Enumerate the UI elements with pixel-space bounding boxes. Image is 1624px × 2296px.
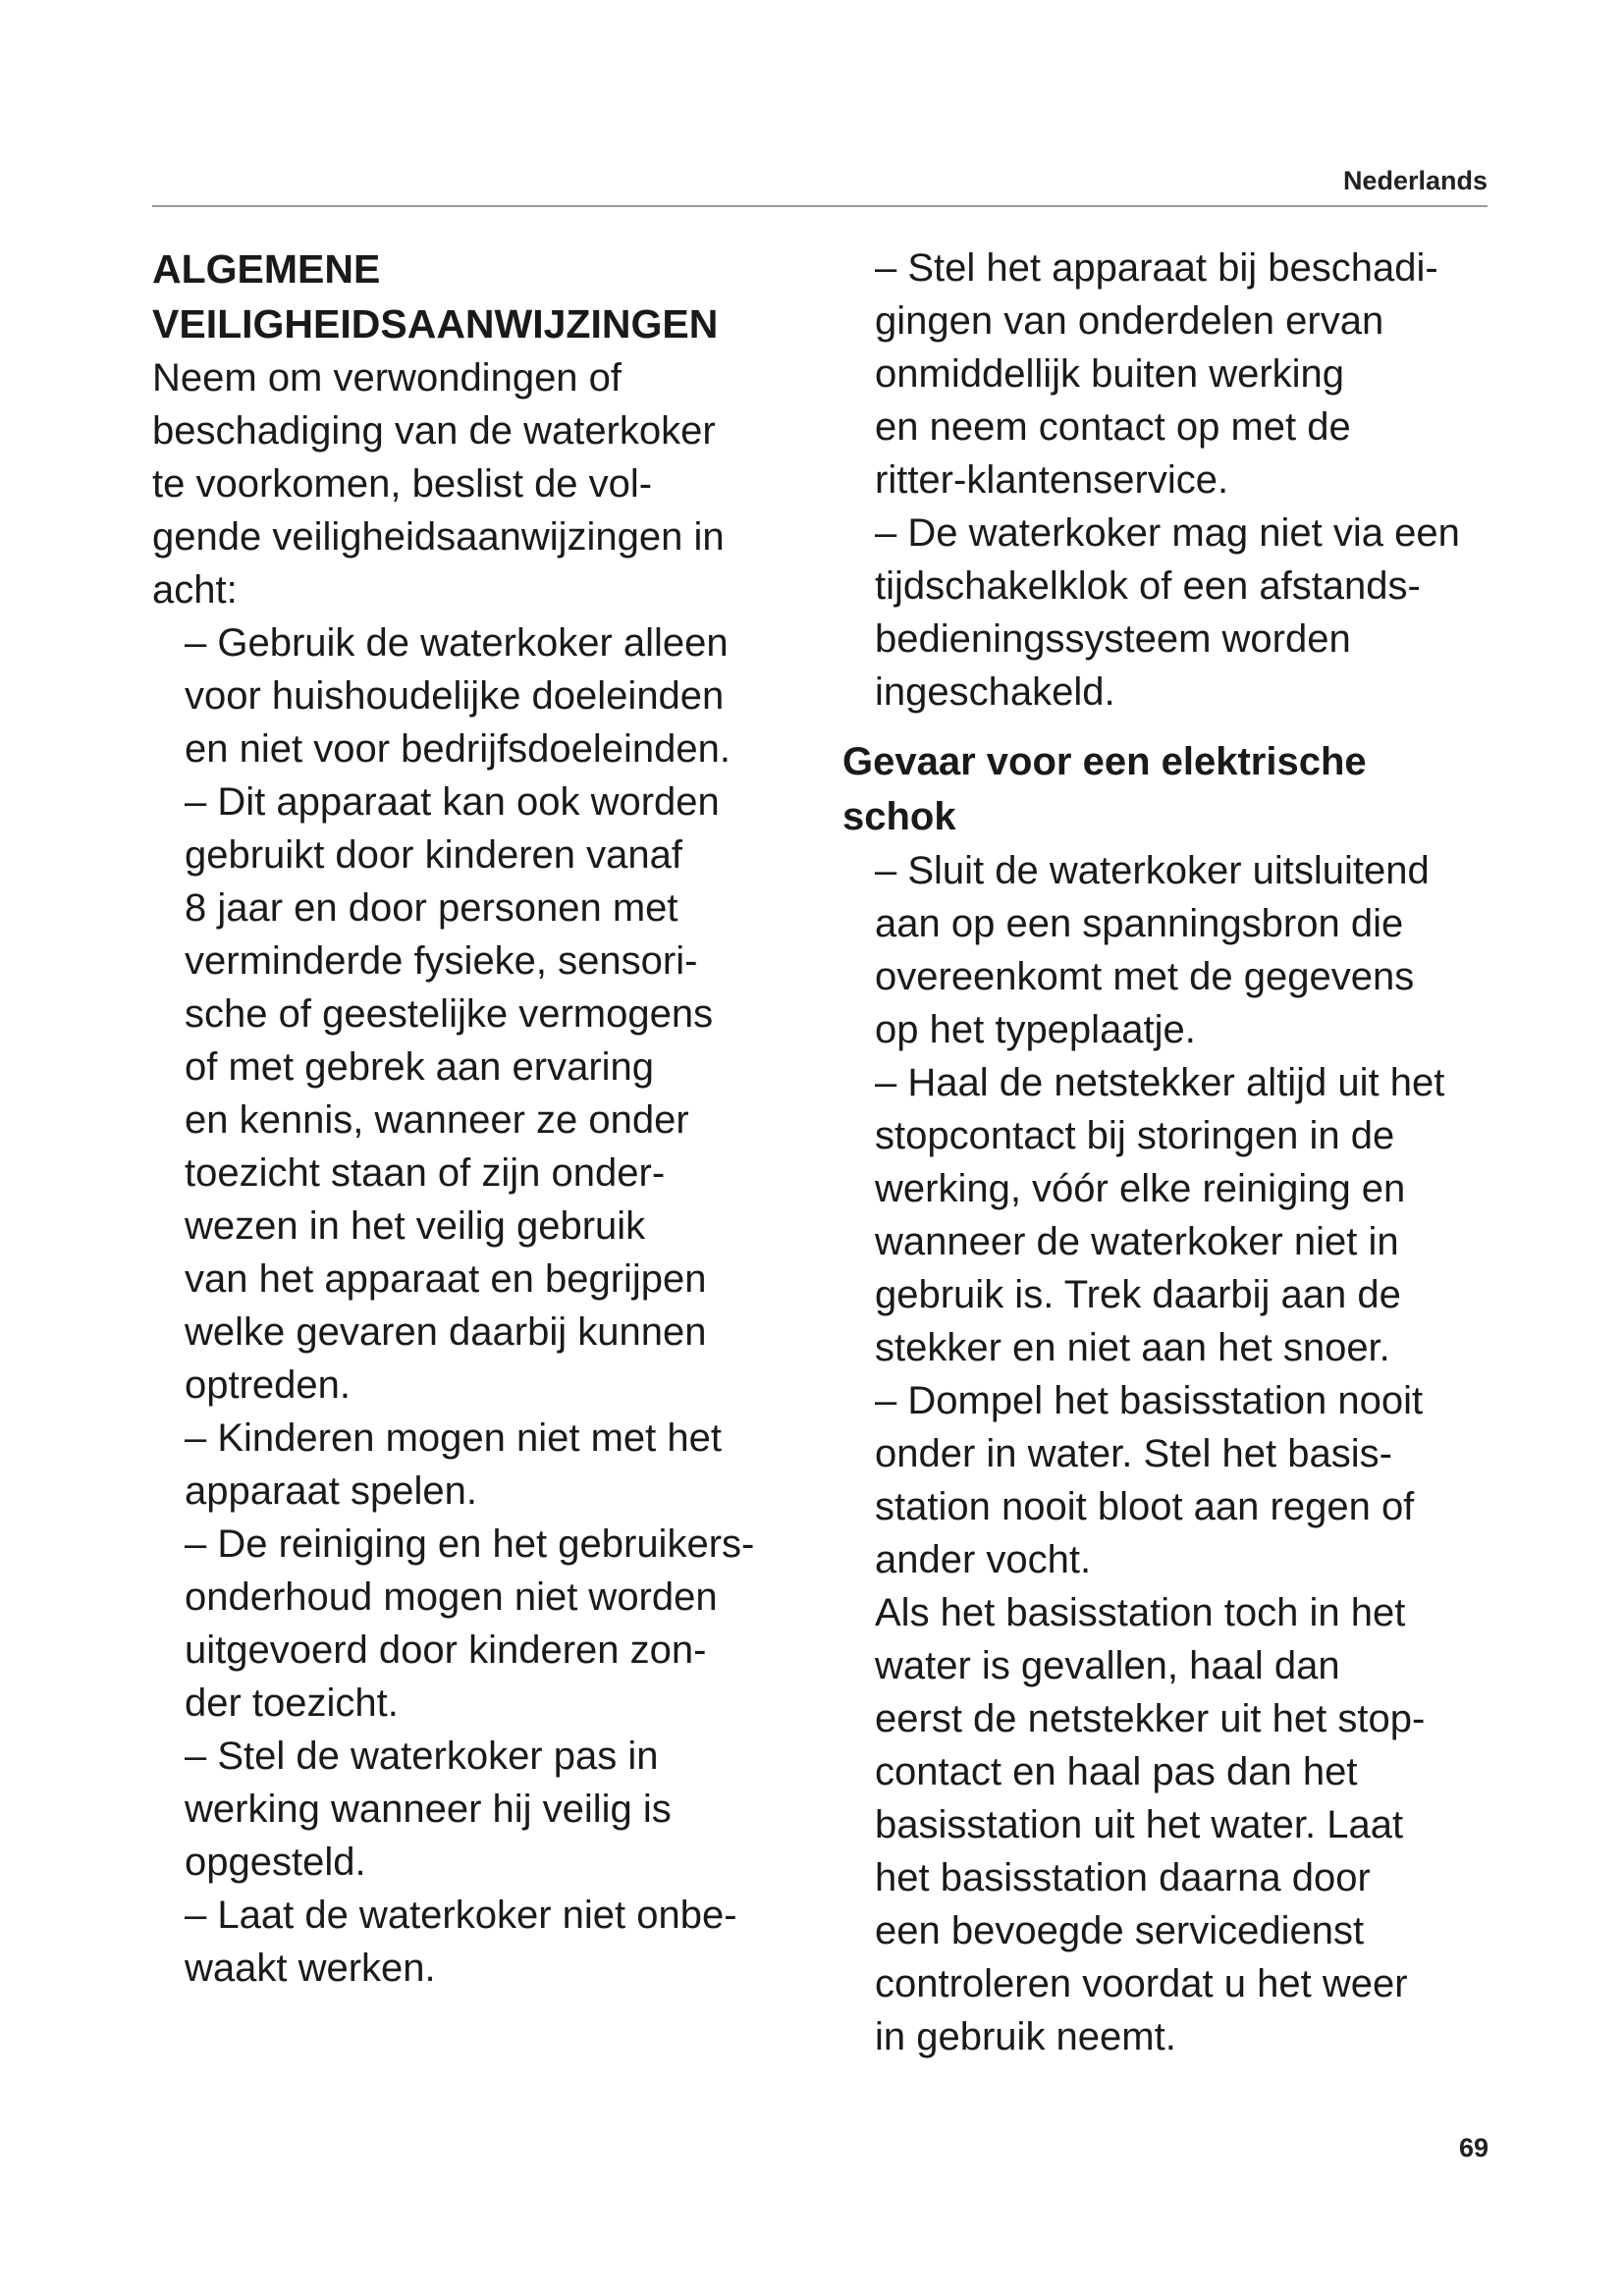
text-line: uitgevoerd door kinderen zon- bbox=[185, 1629, 707, 1672]
text-line: gende veiligheidsaanwijzingen in bbox=[152, 515, 725, 559]
list-item bbox=[185, 1518, 849, 1730]
list-item bbox=[185, 775, 849, 1412]
text-line: onmiddellijk buiten werking bbox=[875, 352, 1345, 396]
heading-line: schok bbox=[842, 795, 956, 838]
text-line: opgesteld. bbox=[185, 1841, 366, 1884]
text-line: wanneer de waterkoker niet in bbox=[875, 1220, 1399, 1263]
text-line: acht: bbox=[152, 568, 238, 612]
text-line: tijdschakelklok of een afstands- bbox=[875, 564, 1421, 608]
list-item bbox=[185, 1730, 849, 1889]
page-language: Nederlands bbox=[1342, 166, 1488, 195]
safety-list bbox=[152, 616, 849, 1995]
text-line: te voorkomen, beslist de vol- bbox=[152, 462, 653, 506]
text-line: onderhoud mogen niet worden bbox=[185, 1575, 718, 1619]
list-item bbox=[185, 616, 849, 775]
text-line: waakt werken. bbox=[185, 1947, 436, 1990]
text-line: basisstation uit het water. Laat bbox=[875, 1803, 1404, 1846]
intro-paragraph bbox=[152, 351, 849, 616]
list-item bbox=[875, 1056, 1569, 1374]
text-line: toezicht staan of zijn onder- bbox=[185, 1151, 666, 1195]
text-line: – Stel de waterkoker pas in bbox=[185, 1735, 659, 1778]
text-line: onder in water. Stel het basis- bbox=[875, 1432, 1392, 1475]
list-item bbox=[875, 241, 1569, 507]
list-item bbox=[185, 1889, 849, 1995]
text-line: werking wanneer hij veilig is bbox=[185, 1788, 672, 1831]
text-line: Als het basisstation toch in het bbox=[875, 1591, 1406, 1634]
text-line: op het typeplaatje. bbox=[875, 1008, 1196, 1051]
text-line: en niet voor bedrijfsdoeleinden. bbox=[185, 727, 731, 771]
text-line: – De reiniging en het gebruikers- bbox=[185, 1522, 755, 1566]
text-line: welke gevaren daarbij kunnen bbox=[185, 1310, 707, 1354]
text-line: – Dit apparaat kan ook worden bbox=[185, 780, 720, 824]
text-line: – Dompel het basisstation nooit bbox=[875, 1379, 1424, 1422]
text-line: – Kinderen mogen niet met het bbox=[185, 1416, 723, 1460]
text-line: of met gebrek aan ervaring bbox=[185, 1045, 655, 1089]
list-item bbox=[875, 844, 1569, 1056]
electric-shock-heading bbox=[842, 734, 1569, 844]
text-line: stekker en niet aan het snoer. bbox=[875, 1326, 1390, 1369]
list-item bbox=[875, 507, 1569, 719]
text-line: bedieningssysteem worden bbox=[875, 617, 1351, 661]
page-number: 69 bbox=[1458, 2133, 1489, 2163]
text-line: aan op een spanningsbron die bbox=[875, 902, 1404, 945]
text-line: – De waterkoker mag niet via een bbox=[875, 511, 1460, 555]
text-line: sche of geestelijke vermogens bbox=[185, 992, 714, 1036]
text-line: apparaat spelen. bbox=[185, 1469, 478, 1513]
text-line: contact en haal pas dan het bbox=[875, 1750, 1358, 1793]
text-line: in gebruik neemt. bbox=[875, 2015, 1176, 2058]
text-line: eerst de netstekker uit het stop- bbox=[875, 1697, 1426, 1740]
text-line: van het apparaat en begrijpen bbox=[185, 1257, 707, 1301]
section-heading bbox=[152, 241, 849, 351]
text-line: gebruik is. Trek daarbij aan de bbox=[875, 1273, 1401, 1316]
left-column bbox=[152, 241, 849, 1995]
list-item bbox=[875, 1374, 1569, 2063]
text-line: stopcontact bij storingen in de bbox=[875, 1114, 1395, 1157]
text-line: Neem om verwondingen of bbox=[152, 356, 623, 400]
text-line: water is gevallen, haal dan bbox=[875, 1644, 1340, 1687]
text-line: 8 jaar en door personen met bbox=[185, 886, 678, 930]
text-line: station nooit bloot aan regen of bbox=[875, 1485, 1415, 1528]
text-line: en kennis, wanneer ze onder bbox=[185, 1098, 689, 1142]
text-line: voor huishoudelijke doeleinden bbox=[185, 674, 725, 718]
right-column bbox=[842, 241, 1569, 2063]
text-line: – Gebruik de waterkoker alleen bbox=[185, 621, 729, 665]
text-line: controleren voordat u het weer bbox=[875, 1962, 1408, 2005]
text-line: een bevoegde servicedienst bbox=[875, 1909, 1365, 1952]
text-line: verminderde fysieke, sensori- bbox=[185, 939, 698, 983]
text-line: – Sluit de waterkoker uitsluitend bbox=[875, 849, 1430, 892]
text-line: werking, vóór elke reiniging en bbox=[875, 1167, 1406, 1210]
text-line: en neem contact op met de bbox=[875, 405, 1351, 449]
text-line: optreden. bbox=[185, 1363, 352, 1407]
list-item bbox=[185, 1412, 849, 1518]
text-line: ander vocht. bbox=[875, 1538, 1092, 1581]
text-line: gebruikt door kinderen vanaf bbox=[185, 833, 682, 877]
safety-list-continued bbox=[842, 241, 1569, 719]
electric-shock-list bbox=[842, 844, 1569, 2063]
heading-line: VEILIGHEIDSAANWIJZINGEN bbox=[152, 301, 719, 347]
text-line: – Laat de waterkoker niet onbe- bbox=[185, 1894, 737, 1937]
heading-line: ALGEMENE bbox=[152, 246, 381, 292]
page-header bbox=[152, 162, 1488, 207]
heading-line: Gevaar voor een elektrische bbox=[842, 740, 1367, 783]
text-line: – Haal de netstekker altijd uit het bbox=[875, 1061, 1445, 1104]
text-line: beschadiging van de waterkoker bbox=[152, 409, 716, 453]
text-line: het basisstation daarna door bbox=[875, 1856, 1371, 1899]
text-line: gingen van onderdelen ervan bbox=[875, 299, 1384, 343]
text-line: – Stel het apparaat bij beschadi- bbox=[875, 246, 1438, 290]
text-line: ingeschakeld. bbox=[875, 670, 1115, 714]
text-line: overeenkomt met de gegevens bbox=[875, 955, 1415, 998]
text-line: ritter-klantenservice. bbox=[875, 458, 1229, 502]
text-line: der toezicht. bbox=[185, 1682, 399, 1725]
text-line: wezen in het veilig gebruik bbox=[185, 1204, 646, 1248]
